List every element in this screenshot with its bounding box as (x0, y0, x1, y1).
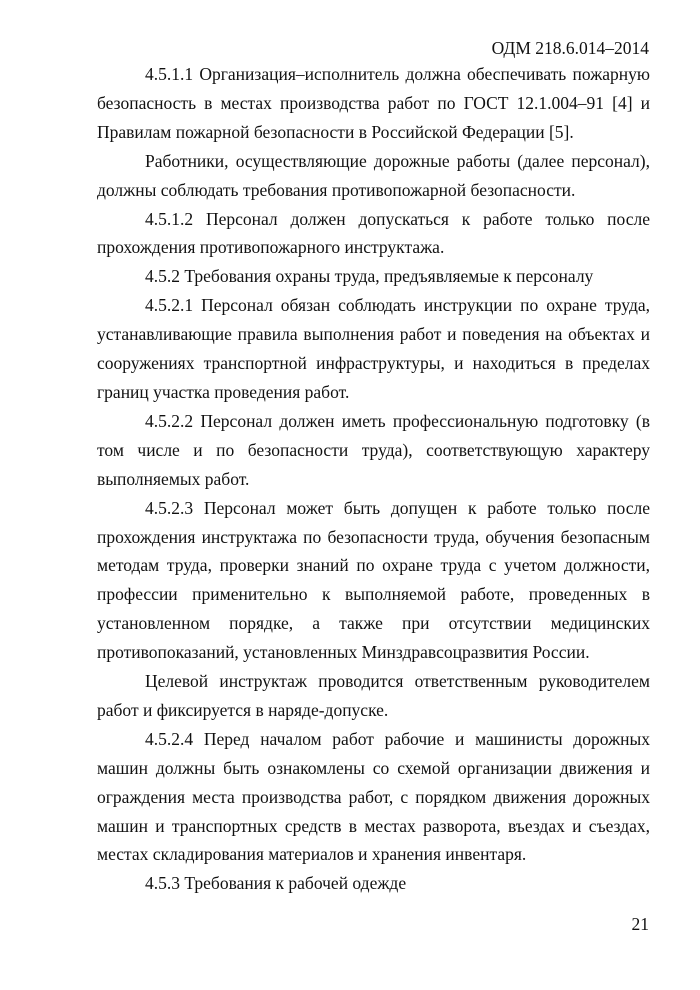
paragraph-4-5-2-2: 4.5.2.2 Персонал должен иметь профессиональную подготовку (в том числе и по безопасности труда), соответствующую характеру выполняемых работ. (97, 410, 650, 489)
paragraph-4-5-2-1: 4.5.2.1 Персонал обязан соблюдать инструкции по охране труда, устанавливающие правила выполнения работ и поведения на объектах и сооружениях транспортной инфраструктуры, и находиться в пределах границ участка проведения работ. (97, 295, 650, 402)
paragraph-4-5-2-4: 4.5.2.4 Перед началом работ рабочие и машинисты дорожных машин должны быть ознакомлены со схемой организации движения и ограждения места производства работ, с порядком движения дорожных машин и транспортных средств в местах разворота, въездах и съездах, местах складирования материалов и хранения инвентаря. (97, 728, 650, 865)
paragraph-4-5-2-3: 4.5.2.3 Персонал может быть допущен к работе только после прохождения инструктажа по безопасности труда, обучения безопасным методам труда, проверки знаний по охране труда с учетом должности, профессии применительно к выполняемой работе, проведенных в установленном порядке, а также при отсутствии медицинских противопоказаний, установленных Минздравсоцразвития России. (97, 497, 650, 663)
paragraph-personnel-fire-requirements: Работники, осуществляющие дорожные работы (далее персонал), должны соблюдать требования противопожарной безопасности. (97, 150, 650, 200)
page-body (97, 60, 650, 898)
paragraph-target-briefing: Целевой инструктаж проводится ответственным руководителем работ и фиксируется в наряде-допуске. (97, 671, 650, 720)
paragraph-4-5-1-2: 4.5.1.2 Персонал должен допускаться к работе только после прохождения противопожарного инструктажа. (97, 208, 650, 258)
section-heading-4-5-3: 4.5.3 Требования к рабочей одежде (145, 873, 407, 894)
paragraph-4-5-1-1: 4.5.1.1 Организация–исполнитель должна обеспечивать пожарную безопасность в местах производства работ по ГОСТ 12.1.004–91 [4] и Правилам пожарной безопасности в Российской Федерации [5]. (97, 64, 650, 142)
page-number: 21 (631, 914, 649, 934)
section-heading-4-5-2: 4.5.2 Требования охраны труда, предъявляемые к персоналу (145, 266, 594, 287)
document-code-header: ОДМ 218.6.014–2014 (491, 38, 649, 58)
